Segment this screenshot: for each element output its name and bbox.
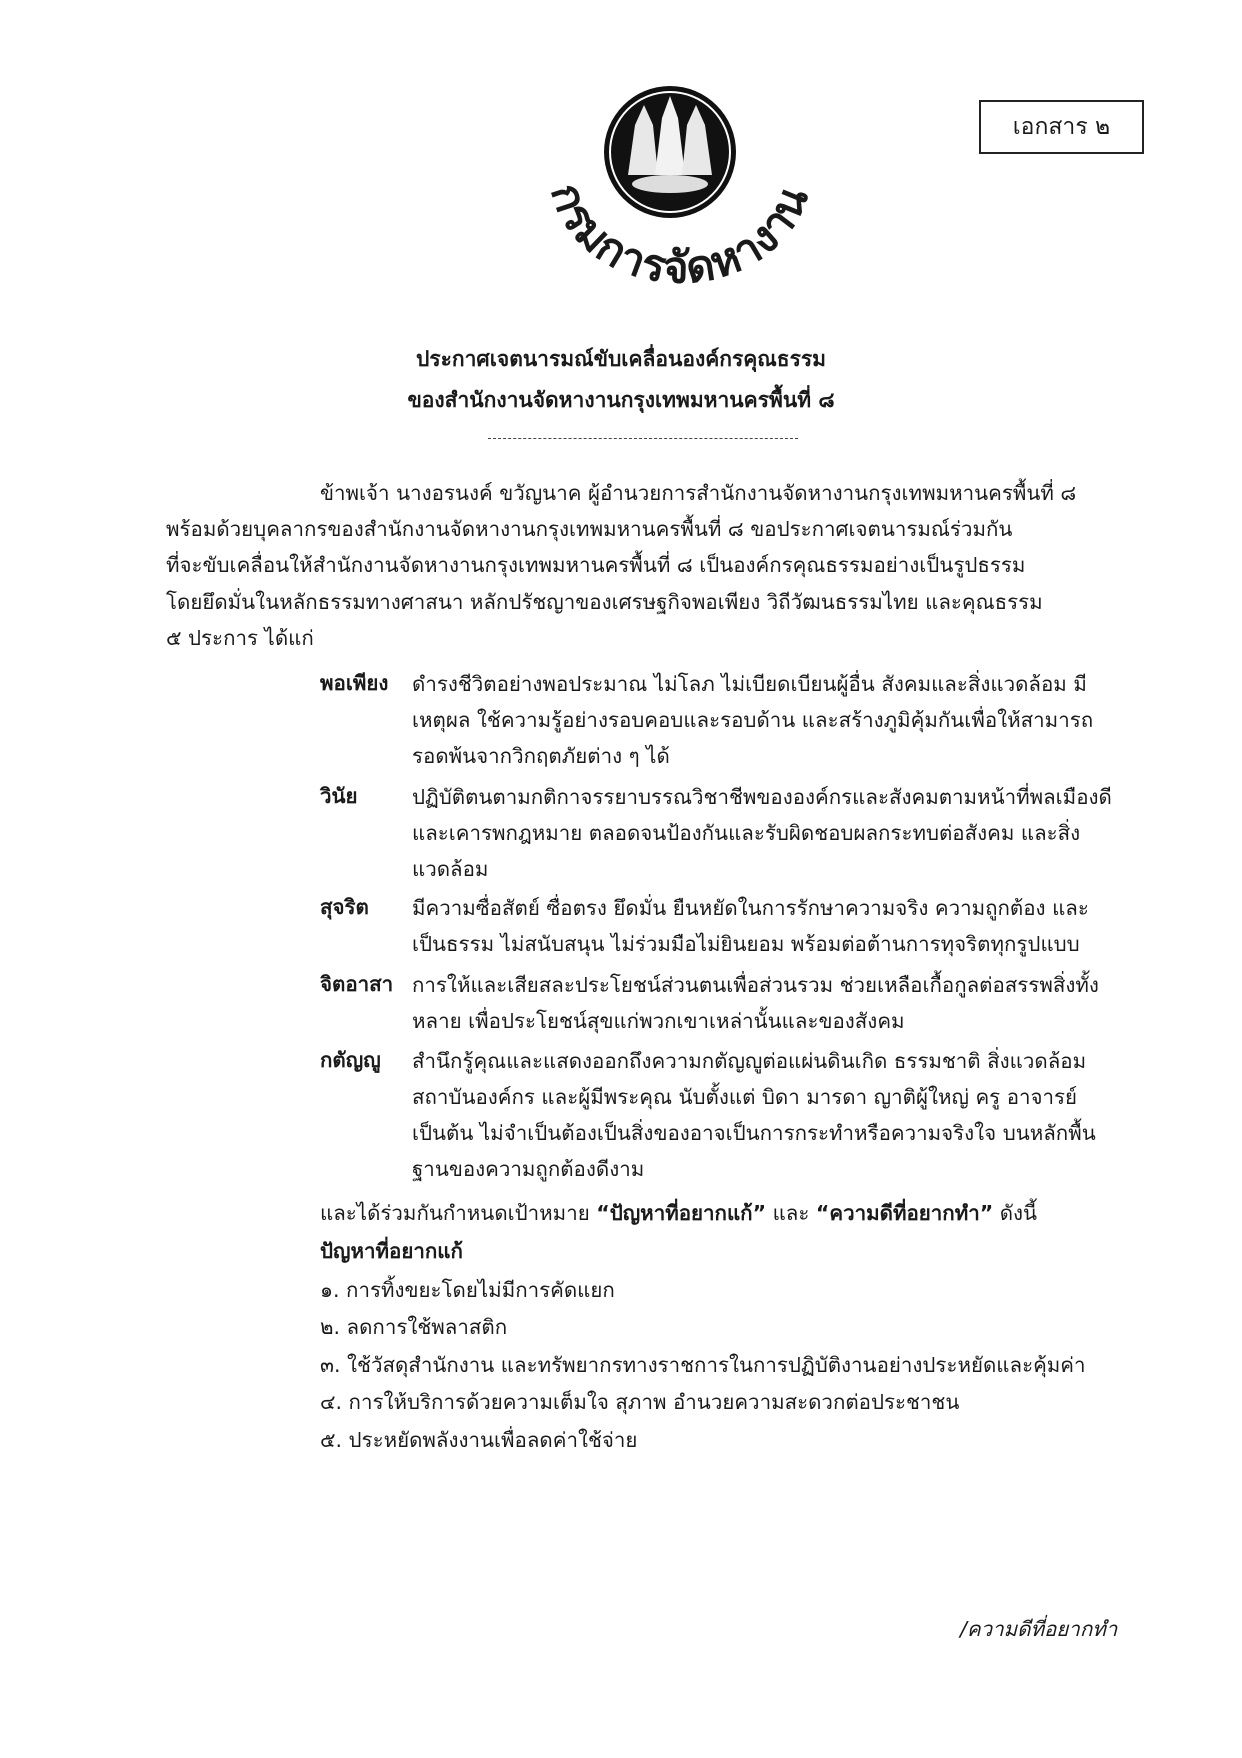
problem-item: ๕. ประหยัดพลังงานเพื่อลดค่าใช้จ่าย (320, 1428, 638, 1452)
virtue-description-discipline: ปฏิบัติตนตามกติกาจรรยาบรรณวิชาชีพขององค์กรและสังคมตามหน้าที่พลเมืองดี และเคารพกฎหมาย ตลอดจนป้องกันและรับผิดชอบผลกระทบต่อสังคม และสิ่งแวดล้อม (412, 785, 1112, 881)
document-number: เอกสาร ๒ (1012, 114, 1111, 140)
intro-line: พร้อมด้วยบุคลากรของสำนักงานจัดหางานกรุงเทพมหานครพื้นที่ ๘ ขอประกาศเจตนารมณ์ร่วมกัน (166, 517, 1013, 541)
logo-text: กรมการจัดหางาน (541, 177, 818, 293)
document-title-line-2: ของสำนักงานจัดหางานกรุงเทพมหานครพื้นที่ ๘ (407, 388, 835, 412)
problem-item: ๓. ใช้วัสดุสำนักงาน และทรัพยากรทางราชการในการปฏิบัติงานอย่างประหยัดและคุ้มค่า (320, 1353, 1086, 1377)
virtue-description-volunteer: การให้และเสียสละประโยชน์ส่วนตนเพื่อส่วนรวม ช่วยเหลือเกื้อกูลต่อสรรพสิ่งทั้งหลาย เพื่อประโยชน์สุขแก่พวกเขาเหล่านั้นและของสังคม (412, 973, 1099, 1033)
intro-line: ที่จะขับเคลื่อนให้สำนักงานจัดหางานกรุงเทพมหานครพื้นที่ ๘ เป็นองค์กรคุณธรรมอย่างเป็นรูปธรรม (166, 553, 1026, 577)
intro-line: ข้าพเจ้า นางอรนงค์ ขวัญนาค ผู้อำนวยการสำนักงานจัดหางานกรุงเทพมหานครพื้นที่ ๘ (320, 481, 1077, 505)
goals-prefix: และได้ร่วมกันกำหนดเป้าหมาย (320, 1201, 597, 1225)
problem-item: ๔. การให้บริการด้วยความเต็มใจ สุภาพ อำนวยความสะดวกต่อประชาชน (320, 1390, 960, 1414)
intro-line: โดยยึดมั่นในหลักธรรมทางศาสนา หลักปรัชญาของเศรษฐกิจพอเพียง วิถีวัฒนธรรมไทย และคุณธรรม (166, 590, 1043, 614)
virtue-description-honesty: มีความซื่อสัตย์ ซื่อตรง ยึดมั่น ยืนหยัดในการรักษาความจริง ความถูกต้อง และเป็นธรรม ไม่สนับสนุน ไม่ร่วมมือไม่ยินยอม พร้อมต่อต้านการทุจริตทุกรูปแบบ (412, 896, 1089, 956)
virtue-term-sufficiency: พอเพียง (320, 671, 389, 695)
problem-item: ๒. ลดการใช้พลาสติก (320, 1315, 508, 1339)
virtue-description-gratitude: สำนึกรู้คุณและแสดงออกถึงความกตัญญูต่อแผ่นดินเกิด ธรรมชาติ สิ่งแวดล้อม สถาบันองค์กร และผู้มีพระคุณ นับตั้งแต่ บิดา มารดา ญาติผู้ใหญ่ ครู อาจารย์ เป็นต้น ไม่จำเป็นต้องเป็นสิ่งของอาจเป็นการกระทำหรือความจริงใจ บนหลักพื้นฐานของความถูกต้องดีงาม (412, 1049, 1096, 1181)
virtue-term-volunteer: จิตอาสา (320, 972, 394, 996)
document-number-box (979, 100, 1144, 154)
goals-connector: และ (766, 1201, 816, 1225)
virtue-term-discipline: วินัย (320, 784, 358, 808)
problems-heading: ปัญหาที่อยากแก้ (320, 1239, 463, 1263)
problem-item: ๑. การทิ้งขยะโดยไม่มีการคัดแยก (320, 1278, 615, 1302)
title-divider (488, 438, 798, 439)
goals-statement (320, 1196, 1037, 1231)
goals-good-label: “ความดีที่อยากทำ” (815, 1201, 994, 1225)
goals-suffix: ดังนี้ (993, 1201, 1038, 1225)
document-title-line-1: ประกาศเจตนารมณ์ขับเคลื่อนองค์กรคุณธรรม (415, 347, 826, 371)
virtue-term-gratitude: กตัญญู (320, 1048, 381, 1072)
page-continuation-note: /ความดีที่อยากทำ (960, 1617, 1118, 1641)
virtue-term-honesty: สุจริต (320, 895, 369, 919)
intro-line: ๕ ประการ ได้แก่ (166, 626, 314, 650)
department-logo (520, 80, 820, 310)
virtue-description-sufficiency: ดำรงชีวิตอย่างพอประมาณ ไม่โลภ ไม่เบียดเบียนผู้อื่น สังคมและสิ่งแวดล้อม มีเหตุผล ใช้ความรู้อย่างรอบคอบและรอบด้าน และสร้างภูมิคุ้มกันเพื่อให้สามารถรอดพ้นจากวิกฤตภัยต่าง ๆ ได้ (412, 672, 1094, 768)
goals-problem-label: “ปัญหาที่อยากแก้” (596, 1201, 767, 1225)
